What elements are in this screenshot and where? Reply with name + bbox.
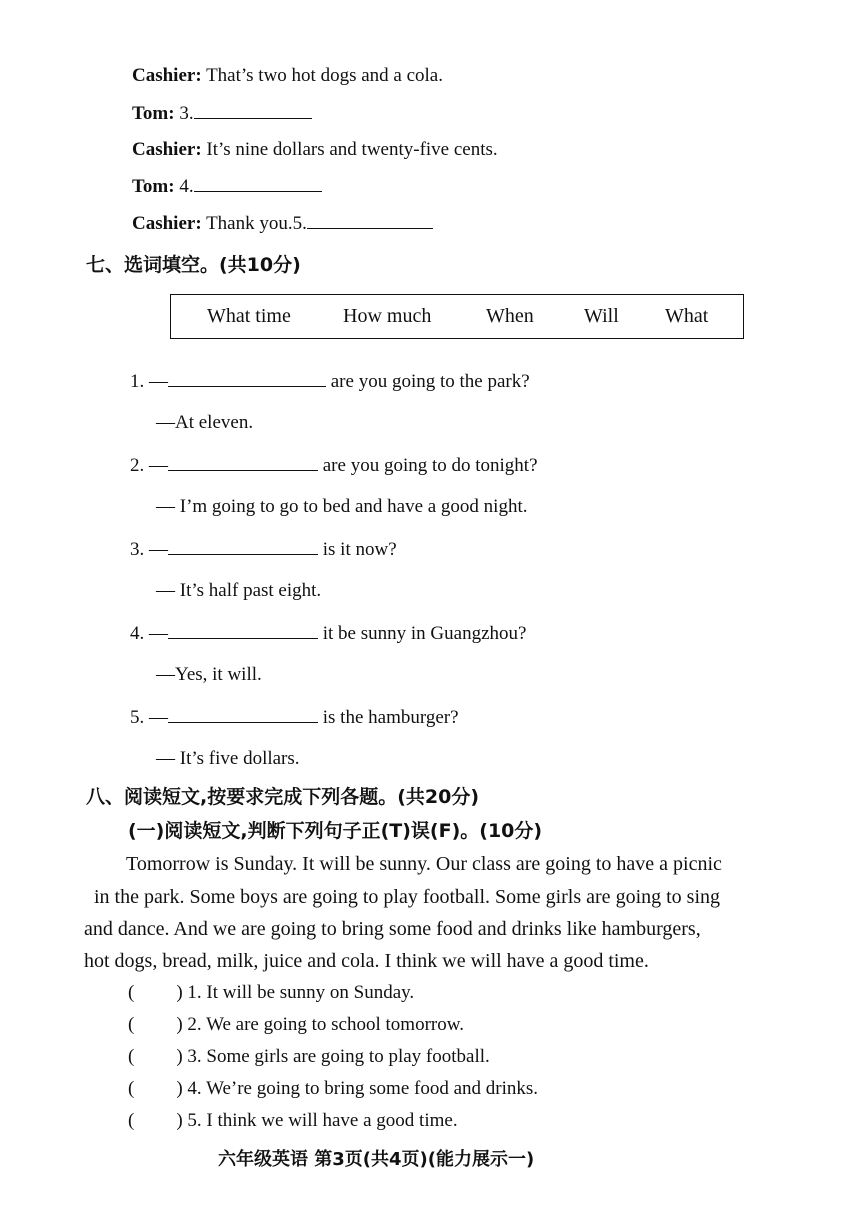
answer-blank[interactable]: [168, 453, 318, 471]
item-answer: —At eleven.: [156, 412, 254, 433]
word-bank-item: Will: [584, 305, 619, 327]
answer-blank[interactable]: [168, 369, 326, 387]
item-number: 2. —: [130, 455, 168, 476]
item-question: it be sunny in Guangzhou?: [318, 623, 527, 644]
answer-paren-open[interactable]: (: [128, 1014, 135, 1035]
speaker-label: Tom:: [132, 176, 175, 197]
tf-statement-3: [128, 1045, 490, 1069]
item-answer: — I’m going to go to bed and have a good night.: [156, 496, 528, 517]
tf-statement-5: [128, 1109, 458, 1133]
word-bank-item: When: [486, 305, 534, 327]
statement-text: 2. We are going to school tomorrow.: [187, 1014, 464, 1035]
dialogue-line-5: [132, 211, 433, 236]
item-question: are you going to the park?: [326, 371, 530, 392]
word-bank-item: What: [665, 305, 709, 327]
passage-line: in the park. Some boys are going to play football. Some girls are going to sing: [94, 886, 721, 908]
item-question: are you going to do tonight?: [318, 455, 538, 476]
statement-text: 3. Some girls are going to play football.: [187, 1046, 490, 1067]
passage-line: hot dogs, bread, milk, juice and cola. I think we will have a good time.: [84, 950, 649, 972]
dialogue-line-2: [132, 101, 312, 126]
answer-paren-close: ): [176, 1078, 183, 1099]
answer-blank[interactable]: [168, 705, 318, 723]
passage-line: Tomorrow is Sunday. It will be sunny. Our class are going to have a picnic: [126, 853, 722, 875]
item-answer: — It’s five dollars.: [156, 748, 300, 769]
speaker-label: Cashier:: [132, 213, 202, 234]
section-8-subheading: (一)阅读短文,判断下列句子正(T)误(F)。(10分): [128, 820, 543, 842]
passage-line: and dance. And we are going to bring some food and drinks like hamburgers,: [84, 918, 701, 940]
word-bank-item: How much: [343, 305, 432, 327]
tf-statement-4: [128, 1077, 538, 1101]
answer-blank[interactable]: [307, 211, 433, 229]
item-number: 5. —: [130, 707, 168, 728]
word-bank-item: What time: [207, 305, 291, 327]
item-answer: —Yes, it will.: [156, 664, 262, 685]
answer-paren-open[interactable]: (: [128, 1078, 135, 1099]
speaker-label: Cashier:: [132, 139, 202, 160]
fill-item-2: [130, 453, 538, 478]
dialogue-line-1: [132, 64, 443, 88]
item-question: is it now?: [318, 539, 397, 560]
statement-text: 4. We’re going to bring some food and drinks.: [187, 1078, 539, 1099]
fill-item-1: [130, 369, 530, 394]
dialogue-text: 4.: [174, 176, 194, 197]
item-number: 1. —: [130, 371, 168, 392]
section-7-heading: 七、选词填空。(共10分): [86, 254, 301, 276]
dialogue-line-3: [132, 138, 498, 162]
fill-item-3: [130, 537, 397, 562]
fill-item-4: [130, 621, 526, 646]
item-question: is the hamburger?: [318, 707, 459, 728]
speaker-label: Tom:: [132, 103, 175, 124]
dialogue-text: 3.: [174, 103, 194, 124]
fill-item-5: [130, 705, 459, 730]
dialogue-text: That’s two hot dogs and a cola.: [201, 65, 443, 86]
answer-blank[interactable]: [168, 621, 318, 639]
answer-paren-close: ): [176, 1110, 183, 1131]
answer-paren-close: ): [176, 1014, 183, 1035]
statement-text: 1. It will be sunny on Sunday.: [187, 982, 415, 1003]
speaker-label: Cashier:: [132, 65, 202, 86]
statement-text: 5. I think we will have a good time.: [187, 1110, 458, 1131]
section-8-heading: 八、阅读短文,按要求完成下列各题。(共20分): [86, 786, 480, 808]
answer-paren-open[interactable]: (: [128, 982, 135, 1003]
answer-blank[interactable]: [194, 101, 312, 119]
answer-paren-open[interactable]: (: [128, 1046, 135, 1067]
tf-statement-1: [128, 981, 414, 1005]
page-footer: 六年级英语 第3页(共4页)(能力展示一): [218, 1149, 535, 1170]
word-bank-box: [170, 294, 744, 339]
item-number: 4. —: [130, 623, 168, 644]
answer-blank[interactable]: [194, 174, 322, 192]
answer-paren-open[interactable]: (: [128, 1110, 135, 1131]
dialogue-line-4: [132, 174, 322, 199]
answer-blank[interactable]: [168, 537, 318, 555]
answer-paren-close: ): [176, 982, 183, 1003]
tf-statement-2: [128, 1013, 464, 1037]
item-number: 3. —: [130, 539, 168, 560]
answer-paren-close: ): [176, 1046, 183, 1067]
dialogue-text: It’s nine dollars and twenty-five cents.: [201, 139, 498, 160]
item-answer: — It’s half past eight.: [156, 580, 322, 601]
dialogue-text: Thank you.5.: [201, 213, 307, 234]
